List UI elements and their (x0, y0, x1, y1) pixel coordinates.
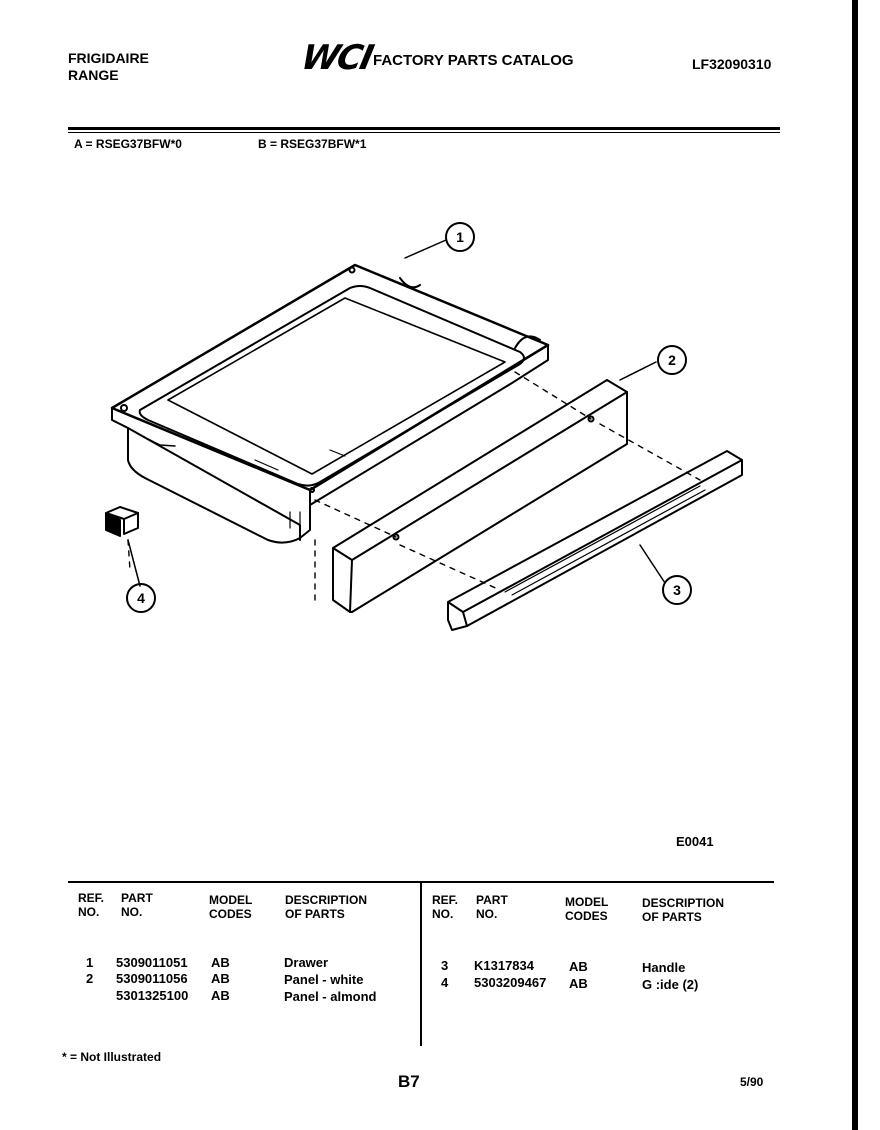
header-model-right (565, 895, 608, 923)
header-desc-line1: DESCRIPTION (642, 896, 725, 910)
cell-desc: Panel - white (284, 972, 364, 987)
header-ref-right (432, 893, 458, 921)
product-type: RANGE (68, 67, 119, 83)
catalog-date: 5/90 (740, 1075, 764, 1089)
header-part-line1: PART (121, 891, 153, 905)
cell-part: 5309011051 (116, 955, 188, 970)
page-number: B7 (398, 1072, 420, 1091)
callout-label-3: 3 (673, 582, 681, 598)
header-part-line1: PART (476, 893, 508, 907)
model-b: B = RSEG37BFW*1 (258, 137, 367, 151)
header-model-line2: CODES (209, 907, 252, 921)
assembly-lines (128, 372, 700, 600)
callout-label-4: 4 (137, 590, 145, 606)
cell-desc: Handle (642, 960, 686, 975)
header-rule-thin (68, 132, 780, 133)
header-ref-line2: NO. (432, 907, 454, 921)
header-desc-left (285, 893, 367, 921)
exploded-parts-diagram (0, 200, 880, 660)
handle-illustration (448, 451, 742, 630)
footnote: * = Not Illustrated (62, 1050, 162, 1064)
cell-desc: Panel - almond (284, 989, 377, 1004)
header-model-line1: MODEL (565, 895, 609, 909)
header-ref-line1: REF. (432, 893, 459, 907)
table-divider (420, 881, 422, 1046)
cell-desc: G :ide (2) (642, 977, 699, 992)
header-part-right (476, 893, 508, 921)
header-desc-right (642, 896, 724, 924)
header-desc-line2: OF PARTS (285, 907, 345, 921)
header-rule (68, 127, 780, 130)
diagram-code: E0041 (676, 834, 714, 849)
cell-codes: AB (569, 959, 588, 974)
header-ref-left (78, 891, 104, 919)
cell-codes: AB (211, 955, 230, 970)
cell-ref: 1 (86, 955, 94, 970)
cell-codes: AB (211, 988, 230, 1003)
header-ref-line2: NO. (78, 905, 100, 919)
header-model-line1: MODEL (209, 893, 253, 907)
cell-part: 5303209467 (474, 975, 547, 990)
cell-ref: 2 (86, 971, 94, 986)
wci-logo: WCI (297, 38, 376, 78)
callout-label-2: 2 (668, 352, 676, 368)
header-desc-line1: DESCRIPTION (285, 893, 368, 907)
cell-codes: AB (569, 976, 588, 991)
header-ref-line1: REF. (78, 891, 105, 905)
cell-part: 5309011056 (116, 971, 188, 986)
cell-desc: Drawer (284, 955, 329, 970)
cell-ref: 3 (441, 958, 449, 973)
header-model-left (209, 893, 252, 921)
header-part-line2: NO. (121, 905, 143, 919)
guide-illustration (106, 507, 138, 536)
header-part-left (121, 891, 153, 919)
header-desc-line2: OF PARTS (642, 910, 702, 924)
brand-name: FRIGIDAIRE (68, 50, 149, 66)
header-part-line2: NO. (476, 907, 498, 921)
catalog-title: FACTORY PARTS CATALOG (373, 52, 574, 69)
cell-ref: 4 (441, 975, 449, 990)
header-model-line2: CODES (565, 909, 608, 923)
drawer-illustration (112, 265, 548, 543)
cell-part: K1317834 (474, 958, 534, 973)
callout-label-1: 1 (456, 229, 464, 245)
brand-block (68, 50, 149, 84)
model-a: A = RSEG37BFW*0 (74, 137, 182, 151)
document-number: LF32090310 (692, 56, 772, 72)
cell-part: 5301325100 (116, 988, 189, 1003)
cell-codes: AB (211, 971, 230, 986)
